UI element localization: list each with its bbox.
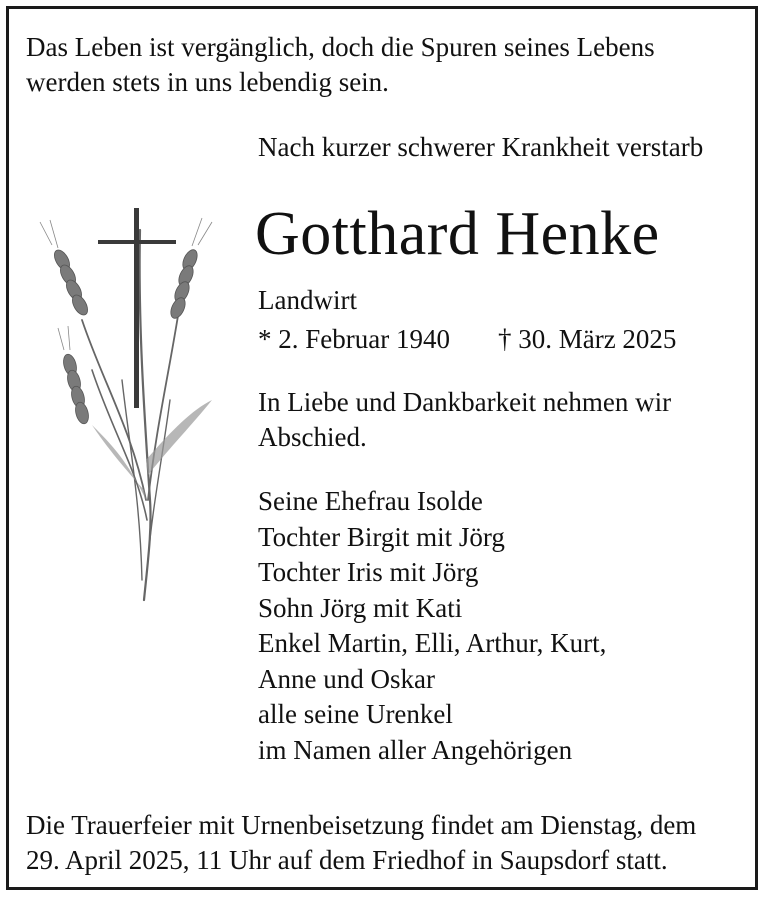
service-info: [26, 808, 751, 878]
service-line: 29. April 2025, 11 Uhr auf dem Friedhof in Saupsdorf statt.: [26, 845, 668, 875]
mourner-line: alle seine Urenkel: [258, 699, 453, 729]
occupation: Landwirt: [258, 285, 357, 315]
life-dates: [258, 322, 676, 357]
farewell-line: Abschied.: [258, 422, 367, 452]
mourner-line: Enkel Martin, Elli, Arthur, Kurt,: [258, 628, 607, 658]
deceased-name: Gotthard Henke: [255, 200, 660, 268]
quote-line: Das Leben ist vergänglich, doch die Spuren seines Lebens: [26, 32, 655, 62]
intro-text: Nach kurzer schwerer Krankheit verstarb: [258, 132, 704, 162]
mourners-list: [258, 484, 606, 768]
farewell-text: [258, 385, 728, 455]
memorial-quote: [26, 30, 746, 100]
mourner-line: Sohn Jörg mit Kati: [258, 592, 463, 623]
mourner-line: Tochter Iris mit Jörg: [258, 557, 479, 587]
mourner-line: Seine Ehefrau Isolde: [258, 486, 483, 516]
service-line: Die Trauerfeier mit Urnenbeisetzung findet am Dienstag, dem: [26, 810, 697, 840]
death-date: † 30. März 2025: [497, 324, 677, 354]
quote-line: werden stets in uns lebendig sein.: [26, 67, 389, 97]
mourner-line: Tochter Birgit mit Jörg: [258, 521, 505, 552]
cross-wheat-icon: [22, 200, 232, 620]
mourner-line: im Namen aller Angehörigen: [258, 734, 573, 765]
farewell-line: In Liebe und Dankbarkeit nehmen wir: [258, 387, 672, 417]
birth-date: * 2. Februar 1940: [258, 324, 450, 354]
mourner-line: Anne und Oskar: [258, 663, 435, 694]
